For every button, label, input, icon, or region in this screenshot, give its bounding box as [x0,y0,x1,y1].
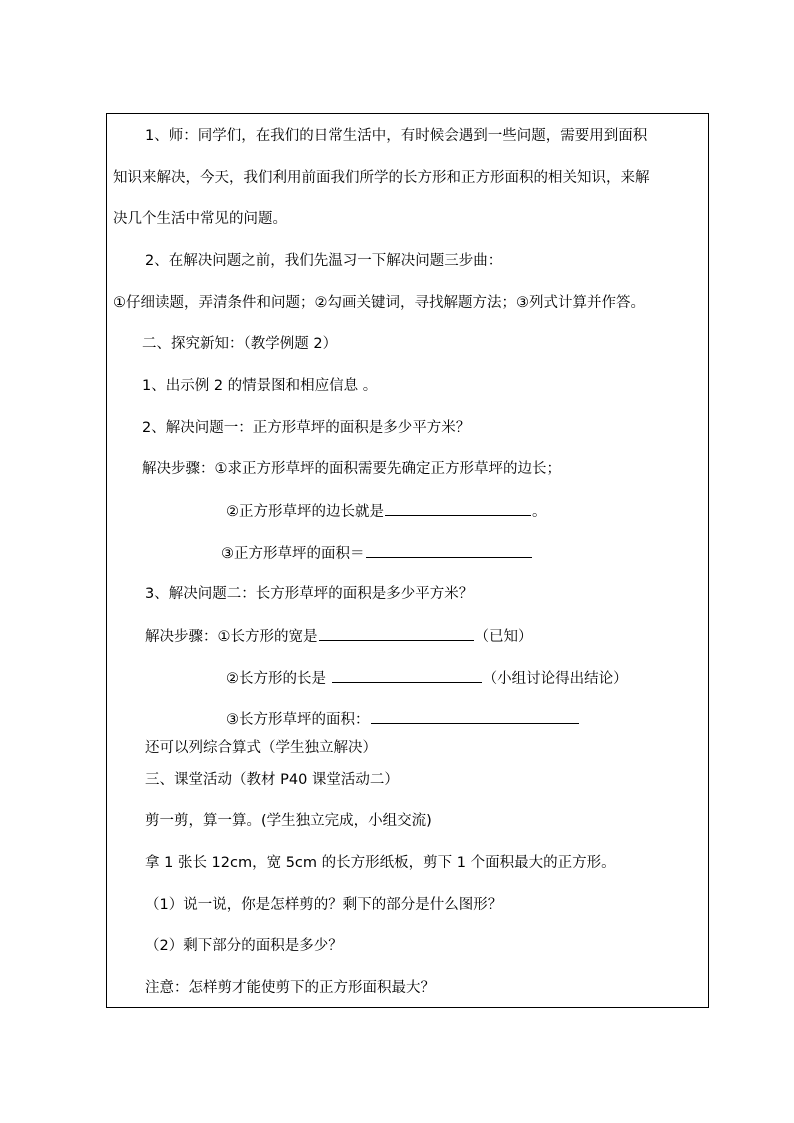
activity-question-2: （2）剩下部分的面积是多少？ [145,938,343,954]
problem-two-step-2 [226,668,628,689]
problem-two-step-1 [145,626,533,647]
answer-blank [332,668,482,683]
activity-title: 剪一剪，算一算。(学生独立完成，小组交流) [145,813,432,829]
answer-blank [319,626,474,641]
problem-two-step-3 [226,709,580,730]
problem-two: 3、解决问题二：长方形草坪的面积是多少平方米？ [145,586,474,602]
step-text: 解决步骤：①长方形的宽是 [145,629,318,645]
activity-note: 注意：怎样剪才能使剪下的正方形面积最大？ [145,980,435,996]
section-heading-explore: 二、探究新知：（教学例题 2） [142,336,338,352]
answer-blank [371,709,579,724]
answer-blank [366,543,532,558]
step-text: ②正方形草坪的边长就是 [226,504,384,520]
section-heading-activity: 三、课堂活动（教材 P40 课堂活动二） [145,772,399,788]
answer-blank [385,501,531,516]
combined-formula-note: 还可以列综合算式（学生独立解决） [145,740,377,756]
intro-paragraph-line-3: 决几个生活中常见的问题。 [113,211,287,227]
step-note: （已知） [474,629,533,645]
problem-one: 2、解决问题一：正方形草坪的面积是多少平方米？ [142,420,471,436]
intro-paragraph-line-2: 知识来解决，今天，我们利用前面我们所学的长方形和正方形面积的相关知识，来解 [113,170,650,186]
problem-one-step-1: 解决步骤：①求正方形草坪的面积需要先确定正方形草坪的边长； [142,461,561,477]
activity-task: 拿 1 张长 12cm，宽 5cm 的长方形纸板，剪下 1 个面积最大的正方形。 [145,855,616,871]
activity-question-1: （1）说一说，你是怎样剪的？剩下的部分是什么图形？ [145,897,503,913]
three-steps: ①仔细读题，弄清条件和问题；②勾画关键词，寻找解题方法；③列式计算并作答。 [113,295,645,311]
step-text: ③正方形草坪的面积＝ [221,546,365,562]
explore-step-1: 1、出示例 2 的情景图和相应信息 。 [142,378,378,394]
review-intro: 2、在解决问题之前，我们先温习一下解决问题三步曲： [145,253,503,269]
problem-one-step-2 [226,501,547,522]
step-text: ③长方形草坪的面积： [226,712,370,728]
intro-paragraph-line-1: 1、师：同学们，在我们的日常生活中，有时候会遇到一些问题，需要用到面积 [145,128,648,144]
step-note: （小组讨论得出结论） [482,671,628,687]
step-text: ②长方形的长是 [226,671,331,687]
step-end: 。 [532,504,547,520]
problem-one-step-3 [221,543,533,564]
